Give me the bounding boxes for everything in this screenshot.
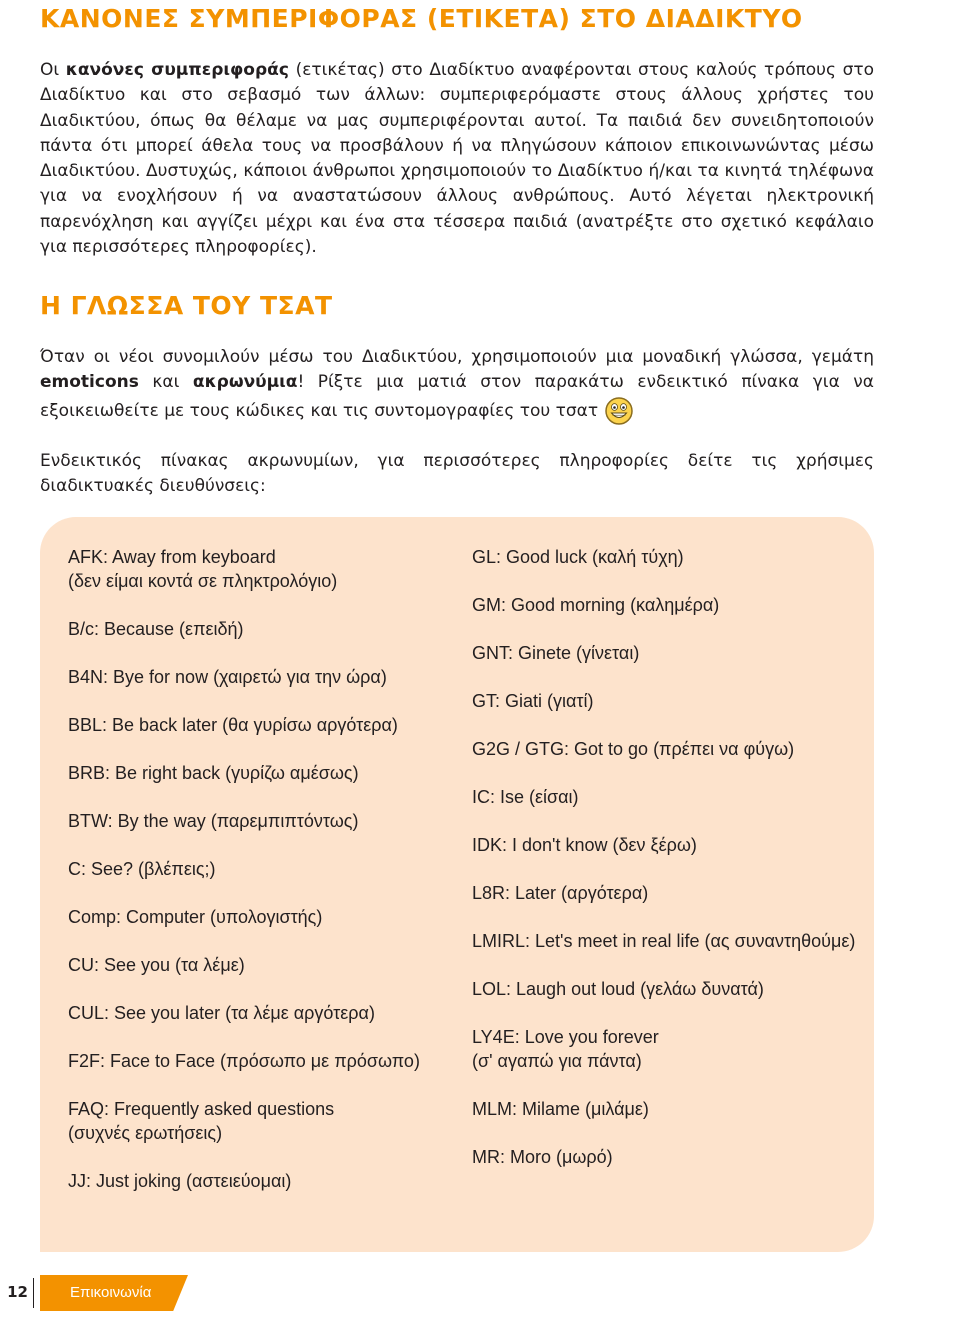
acronym-entry — [68, 1001, 375, 1025]
footer-divider — [33, 1278, 34, 1308]
acronym-entry — [68, 545, 337, 593]
acronym-line: BRB: Be right back (γυρίζω αμέσως) — [68, 763, 359, 783]
acronym-line: F2F: Face to Face (πρόσωπο με πρόσωπο) — [68, 1051, 420, 1071]
paragraph-text: Όταν οι νέοι συνομιλούν μέσω του Διαδικτύου, χρησιμοποιούν μια μοναδική γλώσσα, γεμάτη — [40, 347, 874, 367]
acronym-entry — [472, 737, 794, 761]
acronym-line: GNT: Ginete (γίνεται) — [472, 643, 640, 663]
acronym-line: G2G / GTG: Got to go (πρέπει να φύγω) — [472, 739, 795, 759]
acronym-entry — [472, 1097, 649, 1121]
acronym-line: JJ: Just joking (αστειεύομαι) — [68, 1171, 292, 1191]
acronym-entry — [472, 689, 594, 713]
acronym-line: (συχνές ερωτήσεις) — [68, 1123, 223, 1143]
acronym-line: LMIRL: Let's meet in real life (ας συναντηθούμε) — [472, 931, 856, 951]
acronym-entry — [472, 977, 764, 1001]
acronym-entry — [68, 665, 387, 689]
acronym-entry — [472, 1025, 659, 1073]
acronym-line: AFK: Away from keyboard — [68, 547, 276, 567]
acronym-entry — [68, 761, 359, 785]
paragraph-text: Οι — [40, 60, 66, 80]
acronym-line: GT: Giati (γιατί) — [472, 691, 594, 711]
acronym-entry — [68, 953, 245, 977]
grinning-smiley-icon — [604, 396, 634, 426]
acronym-line: L8R: Later (αργότερα) — [472, 883, 649, 903]
acronym-line: B/c: Because (επειδή) — [68, 619, 244, 639]
section-heading-etiquette: ΚΑΝΟΝΕΣ ΣΥΜΠΕΡΙΦΟΡΑΣ (ΕΤΙΚΕΤΑ) ΣΤΟ ΔΙΑΔΙΚΤΥΟ — [40, 4, 803, 33]
acronym-entry — [68, 905, 322, 929]
acronym-line: FAQ: Frequently asked questions — [68, 1099, 335, 1119]
acronym-entry — [68, 713, 398, 737]
acronym-entry — [68, 1097, 334, 1145]
acronym-entry — [68, 857, 216, 881]
acronym-line: CUL: See you later (τα λέμε αργότερα) — [68, 1003, 375, 1023]
paragraph-text: ! Ρίξτε μια ματιά στον παρακάτω ενδεικτικό πίνακα για να εξοικειωθείτε με τους κώδικες και τις συντομογραφίες του τσατ — [40, 372, 874, 421]
acronym-line: (σ' αγαπώ για πάντα) — [472, 1051, 642, 1071]
bold-term: κανόνες συμπεριφοράς — [65, 60, 289, 80]
acronym-line: GM: Good morning (καλημέρα) — [472, 595, 720, 615]
acronym-entry — [68, 617, 244, 641]
etiquette-paragraph — [40, 58, 874, 260]
chat-language-paragraph — [40, 345, 874, 426]
acronym-line: GL: Good luck (καλή τύχη) — [472, 547, 684, 567]
bold-term: emoticons — [40, 372, 139, 393]
section-heading-chat-language: Η ΓΛΩΣΣΑ ΤΟΥ ΤΣΑΤ — [40, 291, 333, 320]
footer-section-label: Επικοινωνία — [70, 1284, 152, 1301]
acronym-entry — [68, 1049, 420, 1073]
acronym-line: IDK: I don't know (δεν ξέρω) — [472, 835, 697, 855]
acronym-entry — [472, 593, 719, 617]
paragraph-text: (ετικέτας) στο Διαδίκτυο αναφέρονται στους καλούς τρόπους στο Διαδίκτυο και στο σεβασμό των άλλων: συμπεριφερόμαστε στους άλλους χρήστες του Διαδικτύου, όπως θα θέλαμε να μας συμπεριφέρονται αυτοί. Τα παιδιά δεν συνειδητοποιούν πάντα ότι μπορεί άθελα τους να προσβάλουν ή να πληγώσουν κάποιον επικοινωνώντας μέσω Διαδικτύου. Δυστυχώς, κάποιοι άνθρωποι χρησιμοποιούν το Διαδίκτυο ή/και τα κινητά τηλέφωνα για να ενοχλήσουν ή να αναστατώσουν άλλους ανθρώπους. Αυτό λέγεται ηλεκτρονική παρενόχληση και αγγίζει μέχρι και ένα στα τέσσερα παιδιά (ανατρέξτε στο σχετικό κεφάλαιο για περισσότερες πληροφορίες). — [40, 60, 874, 258]
paragraph-text: και — [138, 372, 193, 393]
bold-term: ακρωνύμια — [192, 372, 298, 393]
acronym-entry — [472, 833, 697, 857]
acronym-entry — [472, 545, 684, 569]
acronym-entry — [68, 809, 358, 833]
acronym-line: LOL: Laugh out loud (γελάω δυνατά) — [472, 979, 764, 999]
acronym-line: MR: Moro (μωρό) — [472, 1147, 613, 1167]
acronym-line: B4N: Bye for now (χαιρετώ για την ώρα) — [68, 667, 387, 687]
acronym-entry — [472, 1145, 613, 1169]
acronym-line: (δεν είμαι κοντά σε πληκτρολόγιο) — [68, 571, 338, 591]
acronym-line: CU: See you (τα λέμε) — [68, 955, 245, 975]
acronym-entry — [472, 641, 639, 665]
acronym-entry — [472, 785, 579, 809]
acronym-line: LY4E: Love you forever — [472, 1027, 659, 1047]
page-number: 12 — [7, 1283, 28, 1301]
acronym-line: Comp: Computer (υπολογιστής) — [68, 907, 323, 927]
acronym-line: BBL: Be back later (θα γυρίσω αργότερα) — [68, 715, 398, 735]
acronym-line: IC: Ise (είσαι) — [472, 787, 579, 807]
acronym-entry — [472, 881, 648, 905]
acronym-line: BTW: By the way (παρεμπιπτόντως) — [68, 811, 359, 831]
acronym-line: C: See? (βλέπεις;) — [68, 859, 216, 879]
acronym-entry — [68, 1169, 291, 1193]
acronym-table-intro: Ενδεικτικός πίνακας ακρωνυμίων, για περισσότερες πληροφορίες δείτε τις χρήσιμες διαδικτυακές διευθύνσεις: — [40, 451, 874, 497]
acronym-line: MLM: Milame (μιλάμε) — [472, 1099, 649, 1119]
acronym-entry — [472, 929, 855, 953]
